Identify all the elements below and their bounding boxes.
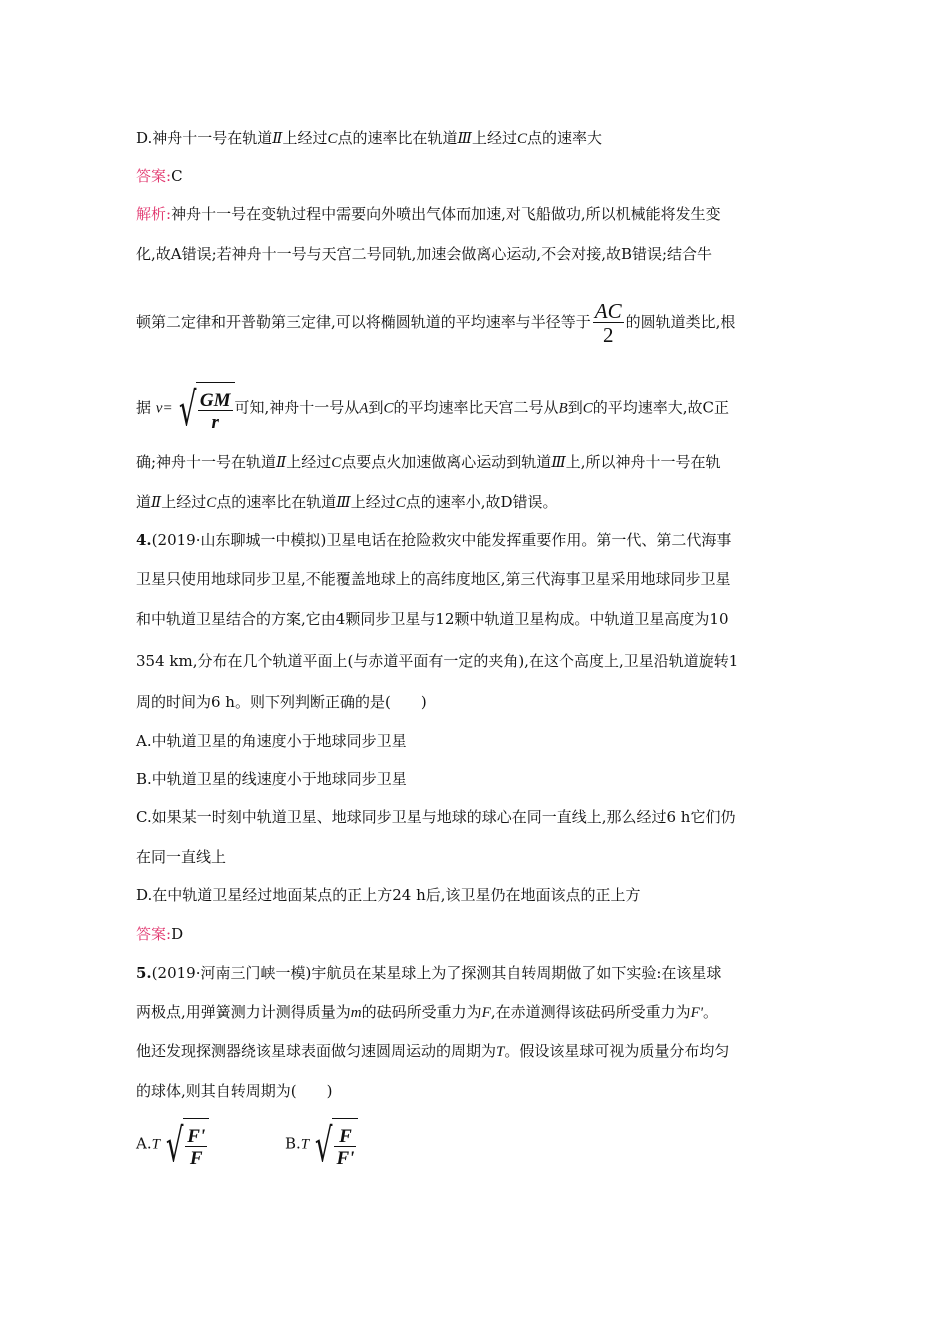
- point-c-label: C: [395, 495, 406, 511]
- answer-value: C: [171, 167, 183, 185]
- q3-analysis-line-4: [136, 382, 729, 435]
- q4-stem-line-5: [136, 692, 427, 712]
- q4-option-c-line-2: [136, 847, 226, 867]
- fraction-gm-over-r: [198, 391, 233, 432]
- option-label: A.: [136, 1134, 152, 1153]
- q3-analysis-line-3: [136, 299, 735, 346]
- question-text: 354 km,分布在几个轨道平面上(与赤道平面有一定的夹角),在这个高度上,卫星沿轨道旋转1: [136, 652, 739, 670]
- analysis-text: 上经过: [350, 493, 396, 511]
- point-c-label: C: [327, 131, 338, 147]
- period-symbol: T: [300, 1136, 310, 1153]
- analysis-text: 的平均速率大,故C正: [592, 398, 729, 417]
- q5-stem-line-4: [136, 1081, 332, 1101]
- q3-option-d-text: 点的速率大: [527, 129, 603, 147]
- analysis-text: 上,所以神舟十一号在轨: [565, 453, 721, 471]
- analysis-text: 点的速率小,故D错误。: [405, 493, 558, 511]
- fraction-numerator: F': [187, 1125, 206, 1147]
- option-text: 在同一直线上: [136, 848, 227, 866]
- option-text: C.如果某一时刻中轨道卫星、地球同步卫星与地球的球心在同一直线上,那么经过6 h它们仍: [136, 808, 736, 826]
- fraction-denominator: r: [198, 410, 233, 432]
- orbit-2-label: Ⅱ: [272, 131, 283, 147]
- q3-option-d: [136, 128, 602, 149]
- q5-stem-line-3: [136, 1041, 729, 1062]
- radical-sign-icon: √: [178, 381, 197, 436]
- analysis-text: 点的速率比在轨道: [216, 493, 337, 511]
- q3-analysis-line-1: [136, 204, 721, 224]
- fraction-numerator: GM: [199, 389, 231, 411]
- orbit-3-label: Ⅲ: [336, 495, 351, 511]
- radical-sign-icon: √: [165, 1117, 184, 1172]
- point-c-label: C: [331, 455, 342, 471]
- point-a-label: A: [359, 400, 369, 417]
- fraction-denominator: F': [336, 1147, 355, 1169]
- fraction-fprime-over-f: [185, 1127, 207, 1168]
- orbit-3-label: Ⅲ: [457, 131, 472, 147]
- option-text: B.中轨道卫星的线速度小于地球同步卫星: [136, 770, 407, 788]
- point-c-label: C: [206, 495, 217, 511]
- orbit-3-label: Ⅲ: [551, 455, 566, 471]
- question-text: 卫星只使用地球同步卫星,不能覆盖地球上的高纬度地区,第三代海事卫星采用地球同步卫星: [136, 570, 731, 588]
- question-number: 4.: [136, 531, 152, 549]
- sqrt-gm-over-r: [173, 382, 235, 435]
- period-symbol: T: [496, 1044, 505, 1060]
- question-number: 5.: [136, 964, 152, 982]
- q4-stem-line-4: [136, 651, 738, 671]
- q4-answer: [136, 924, 183, 944]
- analysis-text: 到: [368, 398, 384, 417]
- radical-sign-icon: √: [315, 1117, 333, 1172]
- question-text: (2019·河南三门峡一模)宇航员在某星球上为了探测其自转周期做了如下实验:在该星球: [151, 964, 722, 982]
- q4-stem-line-2: [136, 569, 731, 589]
- analysis-text: 的圆轨道类比,根: [625, 313, 736, 331]
- analysis-text: 的平均速率比天宫二号从: [393, 398, 559, 417]
- question-text: 和中轨道卫星结合的方案,它由4颗同步卫星与12颗中轨道卫星构成。中轨道卫星高度为10: [136, 610, 729, 628]
- fraction-denominator: F: [185, 1146, 207, 1168]
- mass-symbol: m: [350, 1005, 362, 1021]
- answer-label: 答案:: [136, 925, 172, 943]
- sqrt-fprime-over-f: [160, 1118, 209, 1171]
- analysis-text: 据: [136, 398, 152, 417]
- option-text: D.在中轨道卫星经过地面某点的正上方24 h后,该卫星仍在地面该点的正上方: [136, 886, 641, 904]
- fraction-f-over-fprime: [334, 1127, 356, 1168]
- analysis-text: 神舟十一号在变轨过程中需要向外喷出气体而加速,对飞船做功,所以机械能将发生变: [171, 205, 721, 223]
- q5-option-a: [136, 1118, 209, 1171]
- q3-option-d-text: 点的速率比在轨道: [337, 129, 458, 147]
- q3-option-d-text: 上经过: [471, 129, 517, 147]
- q3-answer: [136, 166, 183, 186]
- q3-analysis-line-5: [136, 452, 721, 473]
- orbit-2-label: Ⅱ: [151, 495, 162, 511]
- question-text: (2019·山东聊城一中模拟)卫星电话在抢险救灾中能发挥重要作用。第一代、第二代海事: [151, 531, 732, 549]
- point-b-label: B: [558, 400, 568, 417]
- q3-option-d-text: D.神舟十一号在轨道: [136, 129, 273, 147]
- point-c-label: C: [517, 131, 528, 147]
- analysis-text: 点要点火加速做离心运动到轨道: [341, 453, 552, 471]
- analysis-text: 道: [136, 493, 152, 511]
- analysis-text: 可知,神舟十一号从: [234, 398, 360, 417]
- q4-stem-line-1: [136, 530, 731, 550]
- question-text: 他还发现探测器绕该星球表面做匀速圆周运动的周期为: [136, 1042, 497, 1060]
- force-symbol: F: [481, 1005, 491, 1021]
- fraction-denominator: 2: [593, 322, 624, 346]
- q3-analysis-line-6: [136, 492, 558, 513]
- analysis-text: 到: [567, 398, 583, 417]
- question-text: 周的时间为6 h。则下列判断正确的是( ): [136, 693, 427, 711]
- question-text: 。假设该星球可视为质量分布均匀: [504, 1042, 730, 1060]
- force-prime-symbol: F': [690, 1005, 703, 1021]
- analysis-text: 上经过: [161, 493, 207, 511]
- q5-stem-line-1: [136, 963, 721, 983]
- q4-option-a: [136, 731, 407, 751]
- q4-option-b: [136, 769, 407, 789]
- q5-stem-line-2: [136, 1002, 718, 1023]
- option-label: B.: [285, 1134, 301, 1153]
- q3-option-d-text: 上经过: [282, 129, 328, 147]
- question-text: 的球体,则其自转周期为( ): [136, 1082, 333, 1100]
- analysis-label: 解析:: [136, 205, 172, 223]
- analysis-text: 顿第二定律和开普勒第三定律,可以将椭圆轨道的平均速率与半径等于: [136, 313, 591, 331]
- option-text: A.中轨道卫星的角速度小于地球同步卫星: [136, 732, 407, 750]
- analysis-text: 确;神舟十一号在轨道: [136, 453, 277, 471]
- velocity-symbol: v=: [155, 400, 173, 417]
- q4-option-d: [136, 885, 641, 905]
- point-c-label: C: [582, 400, 593, 417]
- period-symbol: T: [151, 1136, 160, 1153]
- q3-analysis-line-2: [136, 244, 712, 264]
- fraction-ac-over-2: [593, 298, 624, 347]
- question-text: ,在赤道测得该砝码所受重力为: [490, 1003, 691, 1021]
- answer-value: D: [171, 925, 184, 943]
- point-c-label: C: [383, 400, 394, 417]
- analysis-text: 上经过: [286, 453, 332, 471]
- analysis-text: 化,故A错误;若神舟十一号与天宫二号同轨,加速会做离心运动,不会对接,故B错误;结合牛: [136, 245, 713, 263]
- orbit-2-label: Ⅱ: [276, 455, 287, 471]
- sqrt-f-over-fprime: [309, 1118, 358, 1171]
- question-text: 。: [702, 1003, 718, 1021]
- answer-label: 答案:: [136, 167, 172, 185]
- q4-stem-line-3: [136, 609, 729, 629]
- q4-option-c-line-1: [136, 807, 735, 827]
- question-text: 两极点,用弹簧测力计测得质量为: [136, 1003, 351, 1021]
- q5-option-b: [285, 1118, 358, 1171]
- question-text: 的砝码所受重力为: [361, 1003, 482, 1021]
- fraction-numerator: AC: [594, 298, 622, 323]
- fraction-numerator: F: [339, 1125, 352, 1147]
